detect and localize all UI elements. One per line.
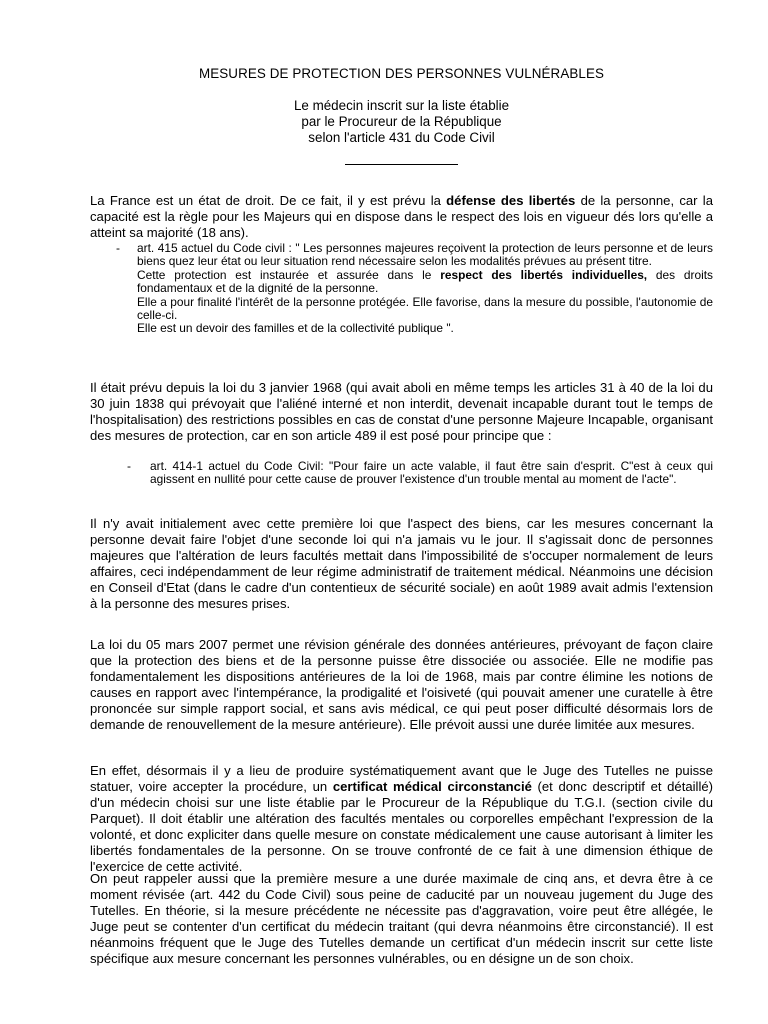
document-subtitle <box>90 98 713 146</box>
quote-art-414-1: art. 414-1 actuel du Code Civil: "Pour faire un acte valable, il faut être sain d'esprit. C"est à ceux qui agissent en nullité pour cette cause de prouver l'existence d'un trouble mental au moment de l'acte". <box>150 459 713 487</box>
paragraph-loi-1968: Il était prévu depuis la loi du 3 janvier 1968 (qui avait aboli en même temps les articles 31 à 40 de la loi du 30 juin 1838 qui prévoyait que l'aliéné interné et non interdit, devenait incapable durant tout le temps de l'hospitalisation) des restrictions possibles en cas de constat d'une personne Majeure Incapable, organisant des mesures de protection, car en son article 489 il est posé pour principe que : <box>90 380 713 443</box>
paragraph-biens: Il n'y avait initialement avec cette première loi que l'aspect des biens, car les mesures concernant la personne devait faire l'objet d'une seconde loi qui n'a jamais vu le jour. Il s'agissait donc de personnes majeures que l'altération de leurs facultés mettait dans l'impossibilité de s'occuper normalement de leurs affaires, ceci indépendamment de leur régime administratif de traitement médical. Néanmoins une décision en Conseil d'Etat (dans le cadre d'un contentieux de sécurité sociale) en août 1989 avait admis l'extension à la personne des mesures prises. <box>90 516 713 611</box>
subtitle-line: selon l'article 431 du Code Civil <box>308 130 495 145</box>
bold-phrase: certificat médical circonstancié <box>332 779 532 794</box>
document-title: MESURES DE PROTECTION DES PERSONNES VULNÉRABLES <box>198 66 605 81</box>
bold-phrase: respect des libertés individuelles, <box>440 267 648 282</box>
quote-art-415: art. 415 actuel du Code civil : " Les personnes majeures reçoivent la protection de leurs personne et de leurs biens quez leur état ou leur situation rend nécessaire selon les modalités prévues au présent titre. Cette protection est instaurée et assurée dans le respect des libertés individuelles, des droits fondamentaux et de la dignité de la personne. Elle a pour finalité l'intérêt de la personne protégée. Elle favorise, dans la mesure du possible, l'autonomie de celle-ci. Elle est un devoir des familles et de la collectivité publique ". <box>137 241 713 336</box>
list-dash: - <box>127 459 131 473</box>
paragraph-loi-2007: La loi du 05 mars 2007 permet une révision générale des données antérieures, prévoyant de façon claire que la protection des biens et de la personne puisse être dissociée ou associée. Elle ne modifie pas fondamentalement les dispositions antérieures de la loi de 1968, mais par contre élimine les notions de causes en rapport avec l'intempérance, la prodigalité et l'oisiveté (qui pouvait amener une curatelle à être prononcée sur simple rapport social, et sans avis médical, ce qui peut poser difficulté désormais lors de demande de renouvellement de la mesure antérieure). Elle prévoit aussi une durée limitée aux mesures. <box>90 637 713 732</box>
subtitle-line: Le médecin inscrit sur la liste établie <box>293 98 510 113</box>
paragraph-certificat: En effet, désormais il y a lieu de produire systématiquement avant que le Juge des Tutelles ne puisse statuer, voire accepter la procédure, un certificat médical circonstancié (et donc descriptif et détaillé) d'un médecin choisi sur une liste établie par le Procureur de la République du T.G.I. (section civile du Parquet). Il doit établir une altération des facultés mentales ou corporelles empêchant l'expression de la volonté, et donc expliciter dans quelle mesure on constate médicalement une cause autorisant à limiter les libertés fondamentales de la personne. On se trouve confronté de ce fait à une dimension éthique de l'exercice de cette activité. <box>90 763 713 874</box>
list-dash: - <box>116 241 120 255</box>
bold-phrase: défense des libertés <box>446 193 576 208</box>
paragraph-duree: On peut rappeler aussi que la première mesure a une durée maximale de cinq ans, et devra être à ce moment révisée (art. 442 du Code Civil) sous peine de caducité par un nouveau jugement du Juge des Tutelles. En théorie, si la mesure précédente ne nécessite pas d'aggravation, voire peut être allégée, le Juge peut se contenter d'un certificat du médecin traitant (qui devra néanmoins être circonstancié). Il est néanmoins fréquent que le Juge des Tutelles demande un certificat d'un médecin inscrit sur cette liste spécifique aux mesure concernant les personnes vulnérables, ou en désigne un de son choix. <box>90 871 713 966</box>
paragraph-intro: La France est un état de droit. De ce fait, il y est prévu la défense des libertés de la personne, car la capacité est la règle pour les Majeurs qui en dispose dans le respect des lois en vigueur dés lors qu'elle a atteint sa majorité (18 ans). <box>90 193 713 240</box>
title-separator <box>345 164 458 165</box>
subtitle-line: par le Procureur de la République <box>301 114 502 129</box>
